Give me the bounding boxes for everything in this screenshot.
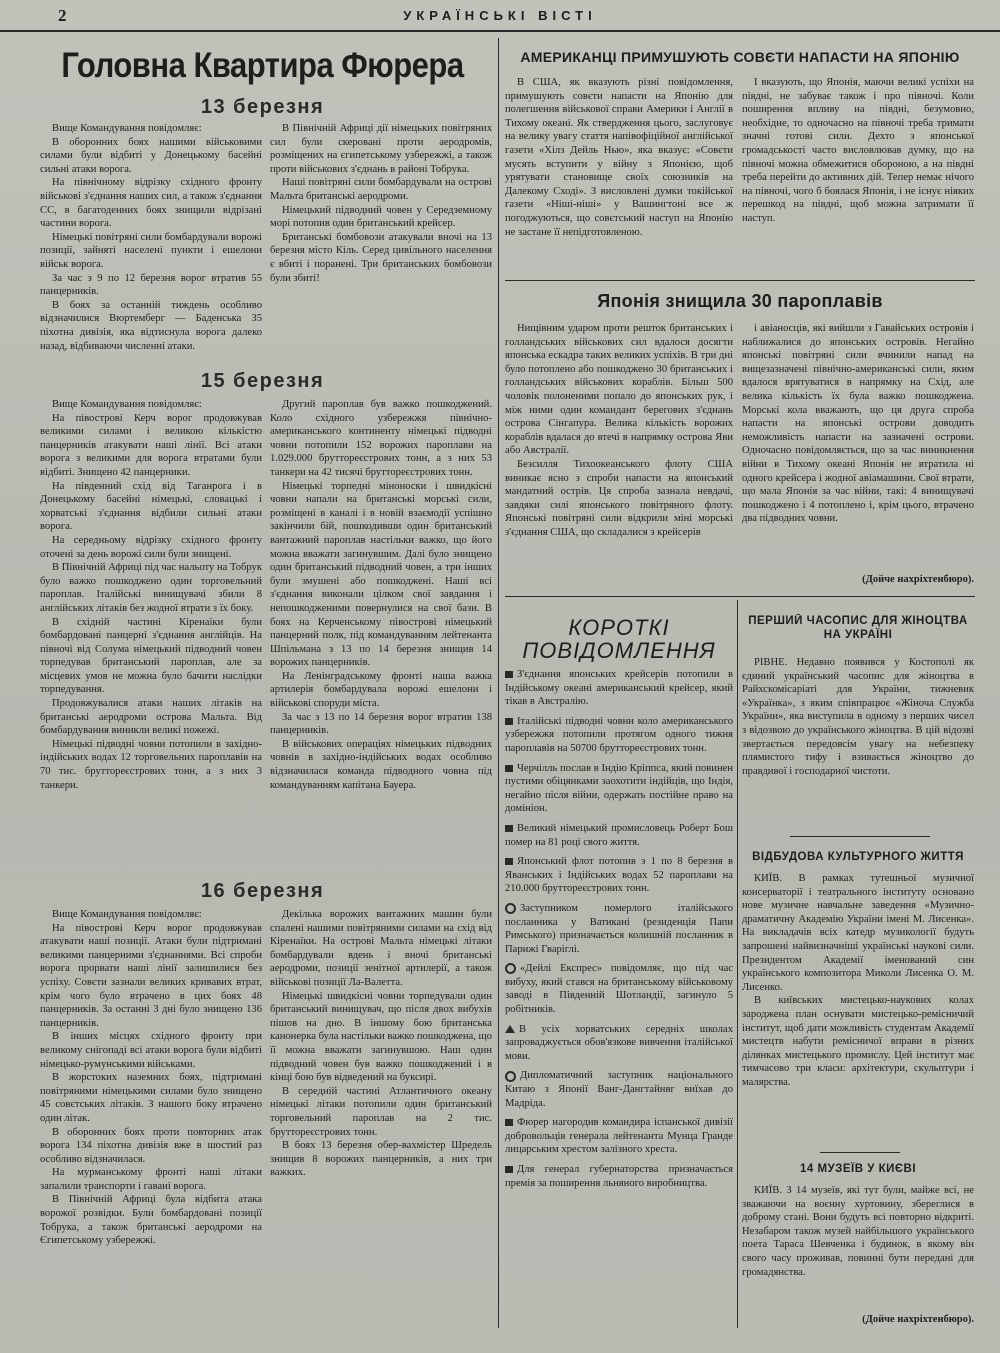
paragraph: В оборонних боях нашими військовими силами були відбиті у Донецькому басейні сильні атаки ворога. — [40, 136, 262, 175]
hq-13-col-b — [270, 122, 492, 354]
paragraph: В інших місцях східного фронту при великому снігопаді всі атаки ворога були відбиті німецько-румунськими військами. — [40, 1031, 262, 1070]
paragraph: В боях за останній тиждень особливо відзначилися Вюртемберг — Баденська 35 піхотна дивізія, яка відтиснула ворога далеко назад, відбиваючи численні атаки. — [40, 299, 262, 352]
paragraph: Наші повітряні сили бомбардували на острові Мальта британські аеродроми. — [270, 177, 492, 202]
hq-title: Головна Квартира Фюрера — [61, 46, 464, 86]
paragraph: Декілька ворожих вантажних машин були спалені нашими повітряними силами на схід від Кіренаїки. На острові Мальта німецькі літаки бомбардували вдень і вночі британські аеродроми, позиції зенітної артилерії, а також військові позиції Ла-Валетта. — [270, 909, 492, 988]
paragraph: В боях 13 березня обер-вахмістер Шредель знищив 8 ворожих панцерників, а них три важких. — [270, 1140, 492, 1179]
square-bullet-icon — [505, 671, 513, 678]
museums-signature: (Дойче нахріхтенбюро). — [862, 1314, 974, 1325]
paragraph: В оборонних боях проти повторних атак ворога 134 піхотна дивізія вже в шостий раз особливо відзначилася. — [40, 1126, 262, 1165]
paragraph: На південний схід від Таганрога і в Донецькому басейні німецькі, словацькі і хорватські з'єднання відбили сильні атаки ворога. — [40, 480, 262, 533]
brief-text: Великий німецький промисловець Роберт Бош помер на 81 році свого життя. — [505, 822, 733, 848]
paragraph: Британські бомбовози атакували вночі на 13 березня місто Кіль. Серед цивільного населення є вбиті і поранені. Три британських бомбовози були збиті! — [270, 231, 492, 284]
paragraph: Вище Командування повідомляє: — [52, 909, 202, 920]
paragraph: В військових операціях німецьких підводних човнів в західно-індійських водах особливо відзначилася команда підводного човна під командуванням капітана Бауера. — [270, 738, 492, 791]
americans-col-b — [742, 76, 974, 272]
paragraph: Безсилля Тихоокеанського флоту США виникає ясно з спроби напасти на японський мандатний острів. Ця спроба зазнала невдачі, завдяки силі японського повітряного флоту. Японські повітряні сили відкрили міні морські з'єднання США, що складалися з крейсерів — [505, 458, 733, 538]
paragraph: В Північній Африці під час нальоту на Тобрук було важко пошкоджено один торговельний пароплав. Італійські винищувачі збили 8 англійських літаків без жодної втрати з їх боку. — [40, 562, 262, 614]
brief-text: Дипломатичний заступник національного Китаю з Японії Ванг-Дангтайнвг виїхав до Мадріда. — [505, 1070, 733, 1109]
paragraph: В київських мистецько-наукових колах зароджена план оснувати мистецько-ремісничий інститут, щоб дати можливість студентам Академії мистецтв набути ремісничої вправи в різних ділянках мистецького промислу. Цей інститут має тимчасово три класи: архітектури, скульптури і малярства. — [742, 995, 974, 1088]
brief-text: З'єднання японських крейсерів потопили в Індійському океані американський крейсер, який тікав в Австралію. — [505, 669, 733, 708]
paragraph: Вище Командування повідомляє: — [52, 399, 202, 410]
hq-15-col-b — [270, 398, 492, 868]
brief-text: Фюрер нагородив командира іспанської дивізії добровольців генерала лейтенанта Мунца Гранде лицарським хрестом залізного хреста. — [505, 1117, 733, 1156]
list-item — [505, 1163, 733, 1190]
column-divider — [498, 38, 499, 1328]
list-item — [505, 715, 733, 756]
paragraph: В жорстоких наземних боях, підтримані повітряними німецькими силами було знищено 45 совєтських літаків. З нашого боку втрачено один літак. — [40, 1072, 262, 1124]
circle-bullet-icon — [505, 1071, 516, 1082]
paragraph: На північному відрізку східного фронту військові з'єднання наших сил, а також з'єднання СС, в багатоденних боях знищили відрізані частини ворога. — [40, 177, 262, 230]
date-16-march: 16 березня — [200, 880, 325, 902]
brief-text: Для генерал губернаторства призначається премія за поширення льняного виробництва. — [505, 1164, 733, 1189]
brief-text: Японський флот потопив з 1 по 8 березня в Яванських і Індійських водах 52 пароплави на 210.000 бруттореєстрових тонн. — [505, 856, 733, 895]
japan-col-a — [505, 322, 733, 590]
paragraph: Німецькі швидкісні човни торпедували один британський винищувач, що після двох вибухів пішов на дно. В іншому бою британська канонерка була настільки важко пошкоджена, що її можна вважати загинувшою. Наш один підводний човен був важко пошкоджений і в кінці бою був відведений на буксирі. — [270, 990, 492, 1084]
hq-13-col-a — [40, 122, 262, 354]
paragraph: РІВНЕ. Недавно появився у Костополі як єдиний український часопис для жіноцтва в Райхскомісаріаті для України, тижневик «Українка», з яким співпрацює «Жіноча Служба України», яка виступила в одному з перших чисел з відозвою до українського жіноцтва. В цій відозві звертається передовсім увагу на небезпеку плямистого тифу і взивається жіноцтво до правдивої і господарної чистоти. — [742, 657, 974, 777]
list-item — [505, 962, 733, 1016]
paragraph: За час з 9 по 12 березня ворог втратив 55 панцерників. — [40, 272, 262, 298]
women-title: ПЕРШИЙ ЧАСОПИС ДЛЯ ЖІНОЦТВА НА УКРАЇНІ — [748, 615, 968, 641]
paragraph: В Північній Африці дії німецьких повітряних сил були скеровані проти аеродромів, розміщених на єгипетському узбережжі, а також проти військових з'єднань в районі Тобрука. — [270, 123, 492, 175]
paragraph: Продовжувалися атаки наших літаків на британські аеродроми острова Мальта. Від бомбардування виникли великі пожежі. — [40, 698, 262, 737]
paragraph: Вище Командування повідомляє: — [52, 123, 202, 134]
date-15-march: 15 березня — [200, 370, 325, 392]
museums-body — [742, 1184, 974, 1312]
japan-signature: (Дойче нахріхтенбюро). — [862, 574, 974, 585]
hq-16-col-b — [270, 908, 492, 1328]
square-bullet-icon — [505, 825, 513, 832]
paragraph: Другий пароплав був важко пошкоджений. Коло східного узбережжя північно-американського континенту німецькі підводні човни потопили 152 ворожих пароплави на 1.029.000 бруттореєстрових тонн, а з них 53 танкери на 42 тисячі бруттореєстрових тонн. — [270, 399, 492, 478]
paragraph: На мурманському фронті наші літаки запалили транспорти і гавані ворога. — [40, 1167, 262, 1192]
paragraph: Німецький підводний човен у Середземному морі потопив один британський крейсер. — [270, 204, 492, 230]
list-item — [505, 855, 733, 896]
circle-bullet-icon — [505, 963, 516, 974]
paragraph: На середньому відрізку східного фронту оточені за день ворожі сили були знищені. — [40, 534, 262, 560]
square-bullet-icon — [505, 765, 513, 772]
paragraph: Нищівним ударом проти решток британських і голландських військових сил вдалося досягти японська ескадра таких великих успіхів. В три дні було потоплено або пошкоджено 30 британських і голландських військових кораблів. Більш 500 чоловік полоненими попало до японських рук, і між ними один командант берегових з'єднань острова Сінгапура. Велика кількість ворожих кораблів вдалася до втечі в напрямку острова Яви або Австралії. — [505, 323, 733, 457]
brief-text: Італійські підводні човни коло американського узбережжя потопили протягом одного тижня пароплавів на 50700 бруттореєстрових тонн. — [505, 715, 733, 754]
hq-16-col-a — [40, 908, 262, 1328]
list-item — [505, 1116, 733, 1157]
paragraph: В Північній Африці була відбита атака ворожої розвідки. Були бомбардовані позиції Тобрука, а також британські аеродроми на Єгипетському узбережжі. — [40, 1194, 262, 1247]
list-item — [505, 668, 733, 709]
museums-title: 14 МУЗЕЇВ У КИЄВІ — [799, 1163, 917, 1175]
paragraph: На Ленінградському фронті наша важка артилерія бомбардувала ворожі ешелони і військові споруди міста. — [270, 670, 492, 710]
brief-text: В усіх хорватських середніх школах запроваджується обов'язкове вивчення італійської мови. — [505, 1023, 733, 1062]
paragraph: Німецькі повітряні сили бомбардували ворожі позиції, зайняті населені пункти і ешелони військ ворога. — [40, 231, 262, 270]
paragraph: КИЇВ. В рамках тутешньої музичної консерваторії і театрального інституту основано нове музичне навчальне заведення «Музично-драматичну Академію України імені М. Лисенка». На викладачів всіх катедр музикології будуть запрошені найвизначніші українські наукові сили. Президентом Академії іменований син українського композитора Миколи Лисенка О. М. Лисенко. — [742, 873, 974, 993]
list-item — [505, 1023, 733, 1064]
list-item — [505, 762, 733, 816]
paragraph: За час з 13 по 14 березня ворог втратив 138 панцерників. — [270, 711, 492, 737]
brief-title — [505, 616, 733, 662]
women-body — [742, 656, 974, 826]
square-bullet-icon — [505, 1119, 513, 1126]
paragraph: І вказують, що Японія, маючи великі успіхи на півдні, не забуває також і про півночі. Коли поширення впливу на півдні, безумовно, необхідне, то одночасно на півночі треба тримати значні готові сили. Дехто з японської громадськості часто висловлював думку, що на півночі можна обмежитися обороною, а на півдні треба перейти до активних дій. Тепер немає нічого на півночі, чого б боялася Японія, і не існує ніяких перешкод на півдні, щоб можна затримати її наступ. — [742, 77, 974, 224]
americans-col-a — [505, 76, 733, 272]
date-13-march: 13 березня — [200, 96, 325, 118]
paragraph: Німецькі торпедні міноноски і швидкісні човни напали на британські морські сили, розміщені в каналі і в новій взаємодії успішно закінчили бій, пошкодивши один британський вантажний пароплав настільки важко, що його можна вважати загинувшим. Далі було знищено один британський підводний човен, а три інших були змушені або пошкоджені. Наші всі з'єднання виконали цілком свої завдання і непошкодженими повернулися на свої бази. В боях на Керченському півострові німецький панцерний полк, під командуванням лейтенанта Шпільмана з 13 по 14 березня знищив 14 ворожих панцерників. — [270, 480, 492, 669]
paragraph: і авіаносців, які вийшли з Гавайських островів і наближалися до японських островів. Негайно японські повітряні сили вчинили напад на вищезазначені північно-американські сили, яким вдалося врятуватися в напрямку на Схід, але велика кількість їх була важко пошкоджена. Морські кола вважають, що ця друга спроба напасти на японські острови доводить неможливість напасти на зазначені острови. Одночасно повідомляється, що за час виникнення війни в Тихому океані Японія не втратила ні одного крейсера і жодної авіамашини. Свої втрати, що мала Японія за час війни, такі: 4 винищувачі пошкоджено і 4 потоплено і, крім цього, втрачено два підводних човни. — [742, 323, 974, 525]
paragraph: В східній частині Кіренаїки були бомбардовані панцерні з'єднання англійців. На півночі від Солума німецький підводний човен торпедував британський пароплав, але за місцевих умов не можна було бачити наслідки торпедування. — [40, 616, 262, 696]
triangle-bullet-icon — [505, 1025, 515, 1033]
brief-title-line1: КОРОТКІ — [568, 616, 670, 640]
list-item — [505, 822, 733, 849]
brief-text: «Дейлі Експрес» повідомляє, що під час вибуху, який стався на британському військовому заводі в Південній Шотландії, загинуло 5 робітників. — [505, 963, 733, 1016]
square-bullet-icon — [505, 1166, 513, 1173]
paragraph: На півострові Керч ворог продовжував атакувати наші позиції. Атаки були підтримані великими панцерними з'єднаннями. Всі спроби ворога прорвати наші лінії залишилися без успіху. Совєти зазнали великих кривавих втрат, крім чого було втрачено в цих боях 48 панцерників. За останні 3 дні було знищено 136 панцерників. — [40, 922, 262, 1029]
japan-title: Японія знищила 30 пароплавів — [597, 292, 883, 310]
divider — [790, 836, 930, 837]
page-number: 2 — [58, 6, 67, 25]
masthead: УКРАЇНСЬКІ ВІСТІ — [403, 8, 597, 23]
brief-title-line2: ПОВІДОМЛЕННЯ — [522, 638, 716, 662]
hq-15-col-a — [40, 398, 262, 868]
paragraph: На півострові Керч ворог продовжував великими силами і великою кількістю панцерників атакувати наші лінії. Всі атаки ворога з великими для ворога втратами були відбиті. Знищено 42 панцерники. — [40, 412, 262, 478]
brief-text: Заступником померлого італійського посланника у Ватикані (резиденція Папи Римського) призначається колишній посланник в Парижі Гваріглі. — [505, 902, 733, 955]
paragraph: В США, як вказують різні повідомлення, примушують совєти напасти на Японію для полегшення військової справи Америки і Англії в Тихому океані. Як ствердження цього, заслуговує на велику увагу стаття напівофіційної англійської газети «Хілз Дейль Нью», яка вказує: «Совєти мусять вступити у війну з Японією, щоб урятувати становище своїх союзників на Далекому Сході». З висловлені думки токійської газети «Ніші-ніші» у Вашингтоні все ж погоджуються, що совєтський наступ на Японію не застане її непідготовленою. — [505, 77, 733, 238]
culture-title: ВІДБУДОВА КУЛЬТУРНОГО ЖИТТЯ — [752, 851, 964, 863]
divider — [820, 1152, 900, 1153]
column-divider — [737, 600, 738, 1328]
paragraph: В середній частині Атлантичного океану німецькі літаки потопили один британський торговельний пароплав на 2 тис. бруттореєстрових тонн. — [270, 1085, 492, 1138]
list-item — [505, 1069, 733, 1110]
americans-title: АМЕРИКАНЦІ ПРИМУШУЮТЬ СОВЄТИ НАПАСТИ НА ЯПОНІЮ — [520, 49, 960, 65]
square-bullet-icon — [505, 858, 513, 865]
square-bullet-icon — [505, 718, 513, 725]
list-item — [505, 902, 733, 956]
paragraph: КИЇВ. З 14 музеїв, які тут були, майже всі, не зважаючи на воєнну хуртовину, збереглися в доброму стані. Вони будуть всі повторно відкриті. Незабаром також музей найбільшого українського поета Тараса Шевченка і будинок, в якому він свого часу проживав, повинні бути передані для громадянства. — [742, 1185, 974, 1278]
brief-text: Черчілль послав в Індію Кріппса, який повинен пустими обіцянками заохотити індійців, що Індія, негайно після війни, одержать постійне право на домініон. — [505, 762, 733, 815]
paragraph: Німецькі підводні човни потопили в західно-індійських водах 12 торговельних пароплавів на 70 тис. бруттореєстрових тонн, а з них 3 танкери. — [40, 738, 262, 791]
divider — [505, 596, 975, 597]
brief-list — [505, 668, 733, 1333]
culture-body — [742, 872, 974, 1148]
page-header — [0, 6, 1000, 32]
circle-bullet-icon — [505, 903, 516, 914]
divider — [505, 280, 975, 281]
japan-col-b — [742, 322, 974, 576]
